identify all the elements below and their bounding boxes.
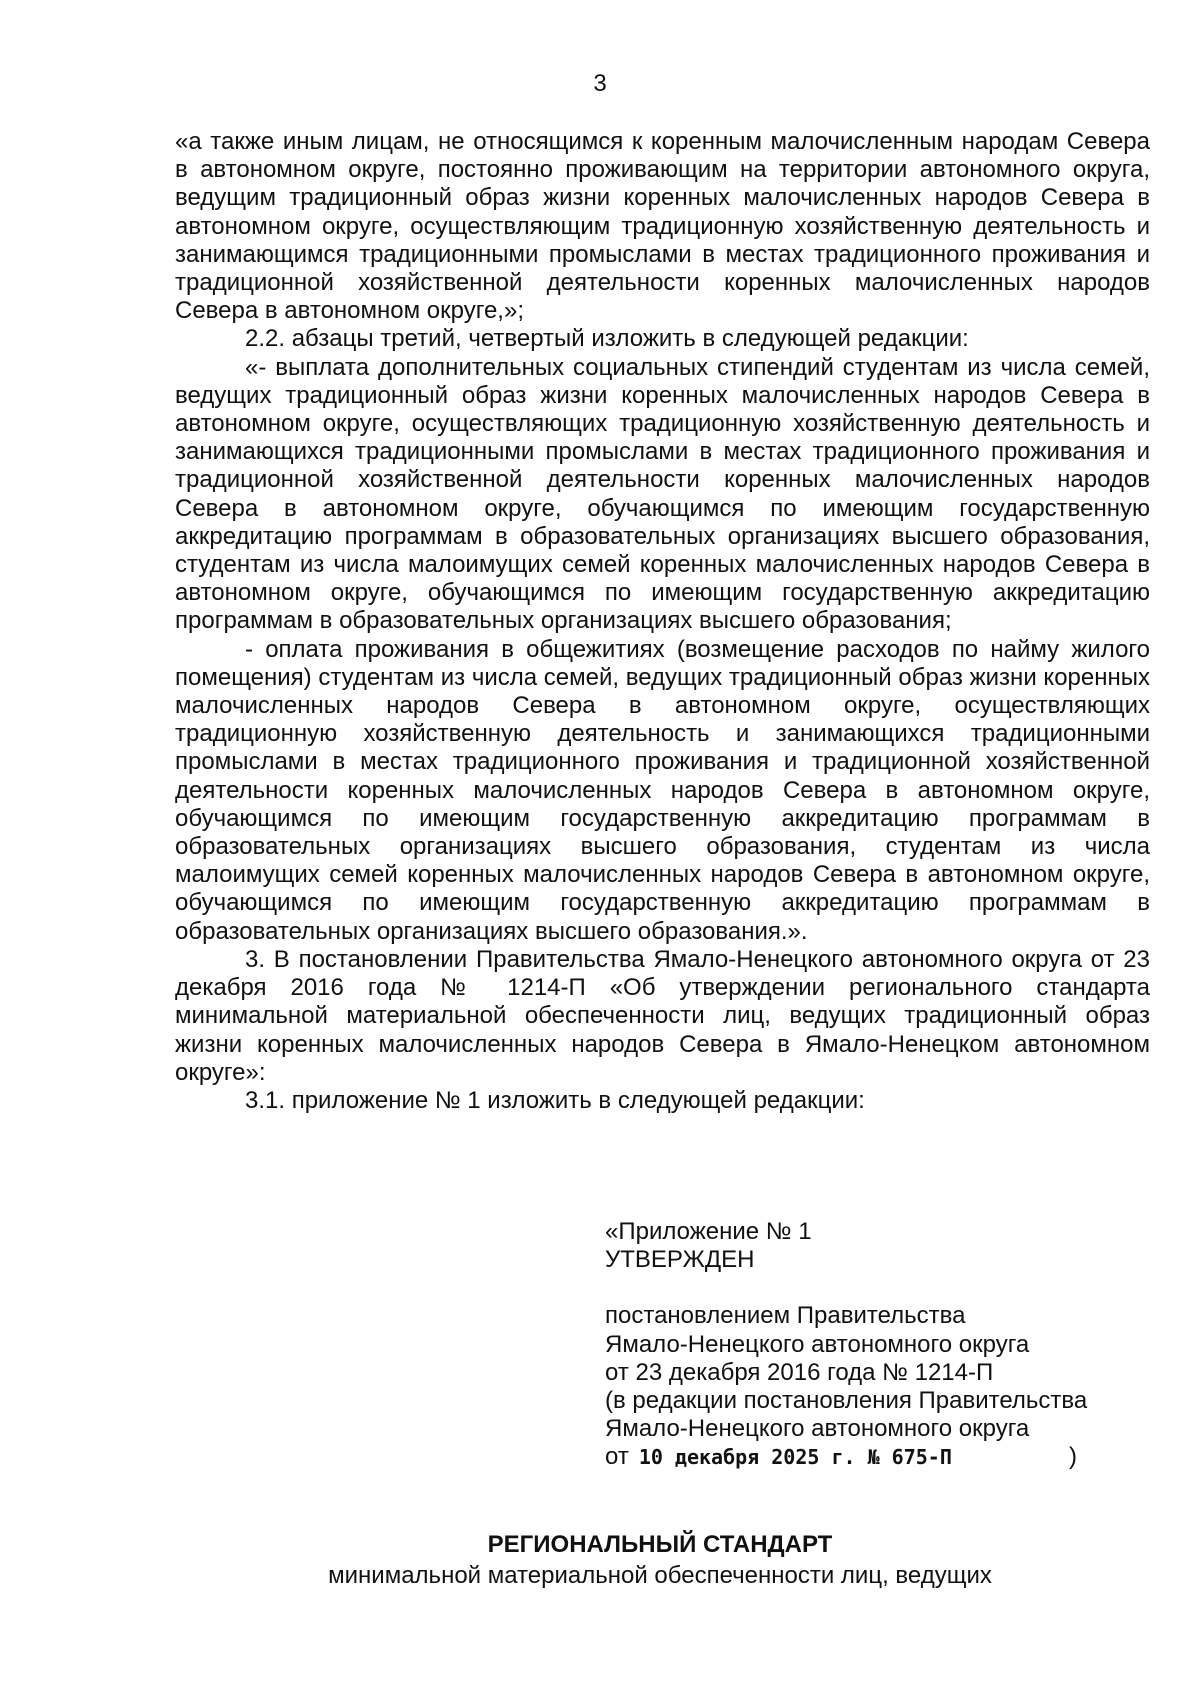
approval-line-5: Ямало-Ненецкого автономного округа: [605, 1415, 1030, 1443]
paragraph-3: 3. В постановлении Правительства Ямало-Ненецкого автономного округа от 23 декабря 2016 года № 1214-П «Об утверждении регионального стандарта минимальной материальной обеспеченности лиц, ведущих традиционный образ жизни коренных малочисленных народов Севера в Ямало-Ненецком автономном округе»:: [175, 945, 1150, 1086]
approval-line-2: Ямало-Ненецкого автономного округа: [605, 1330, 1030, 1358]
date-prefix: от: [605, 1443, 629, 1471]
paragraph-3-1: 3.1. приложение № 1 изложить в следующей редакции:: [245, 1086, 865, 1114]
standard-title: РЕГИОНАЛЬНЫЙ СТАНДАРТ: [487, 1531, 833, 1558]
approval-date-line: [605, 1443, 1165, 1471]
appendix-label: «Приложение № 1: [605, 1218, 812, 1245]
paragraph-2-2: 2.2. абзацы третий, четвертый изложить в следующей редакции:: [245, 325, 969, 353]
standard-subtitle: минимальной материальной обеспеченности лиц, ведущих: [328, 1562, 992, 1589]
document-body: [175, 128, 1150, 1115]
approval-line-3: от 23 декабря 2016 года № 1214-П: [605, 1358, 994, 1386]
appendix-approval-block: [605, 1218, 1165, 1472]
approval-line-1: постановлением Правительства: [605, 1302, 966, 1330]
paragraph-stipend: «- выплата дополнительных социальных стипендий студентам из числа семей, ведущих традиционный образ жизни коренных малочисленных народов Севера в автономном округе, осуществляющих традиционную хозяйственную деятельность и занимающихся традиционными промыслами в местах традиционного проживания и традиционной хозяйственной деятельности коренных малочисленных народов Севера в автономном округе, обучающимся по имеющим государственную аккредитацию программам в образовательных организациях высшего образования, студентам из числа малоимущих семей коренных малочисленных народов Севера в автономном округе, обучающимся по имеющим государственную аккредитацию программам в образовательных организациях высшего образования;: [175, 353, 1150, 635]
paragraph-continuation: «а также иным лицам, не относящимся к коренным малочисленным народам Севера в автономном округе, постоянно проживающим на территории автономного округа, ведущим традиционный образ жизни коренных малочисленных народов Севера в автономном округе, осуществляющим традиционную хозяйственную деятельность и занимающимся традиционными промыслами в местах традиционного проживания и традиционной хозяйственной деятельности коренных малочисленных народов Севера в автономном округе,»;: [175, 128, 1150, 325]
spacer: [605, 1274, 1165, 1302]
closing-parenthesis: ): [1069, 1443, 1077, 1471]
approval-line-4: (в редакции постановления Правительства: [605, 1387, 1088, 1415]
approved-label: УТВЕРЖДЕН: [605, 1246, 755, 1274]
registration-stamp: 10 декабря 2025 г. № 675-П: [638, 1445, 952, 1470]
paragraph-dormitory: - оплата проживания в общежитиях (возмещение расходов по найму жилого помещения) студентам из числа семей, ведущих традиционный образ жизни коренных малочисленных народов Севера в автономном округе, осуществляющих традиционную хозяйственную деятельность и занимающихся традиционными промыслами в местах традиционного проживания и традиционной хозяйственной деятельности коренных малочисленных народов Севера в автономном округе, обучающимся по имеющим государственную аккредитацию программам в образовательных организациях высшего образования, студентам из числа малоимущих семей коренных малочисленных народов Севера в автономном округе, обучающимся по имеющим государственную аккредитацию программам в образовательных организациях высшего образования.».: [175, 635, 1150, 945]
page-number: 3: [593, 70, 607, 97]
